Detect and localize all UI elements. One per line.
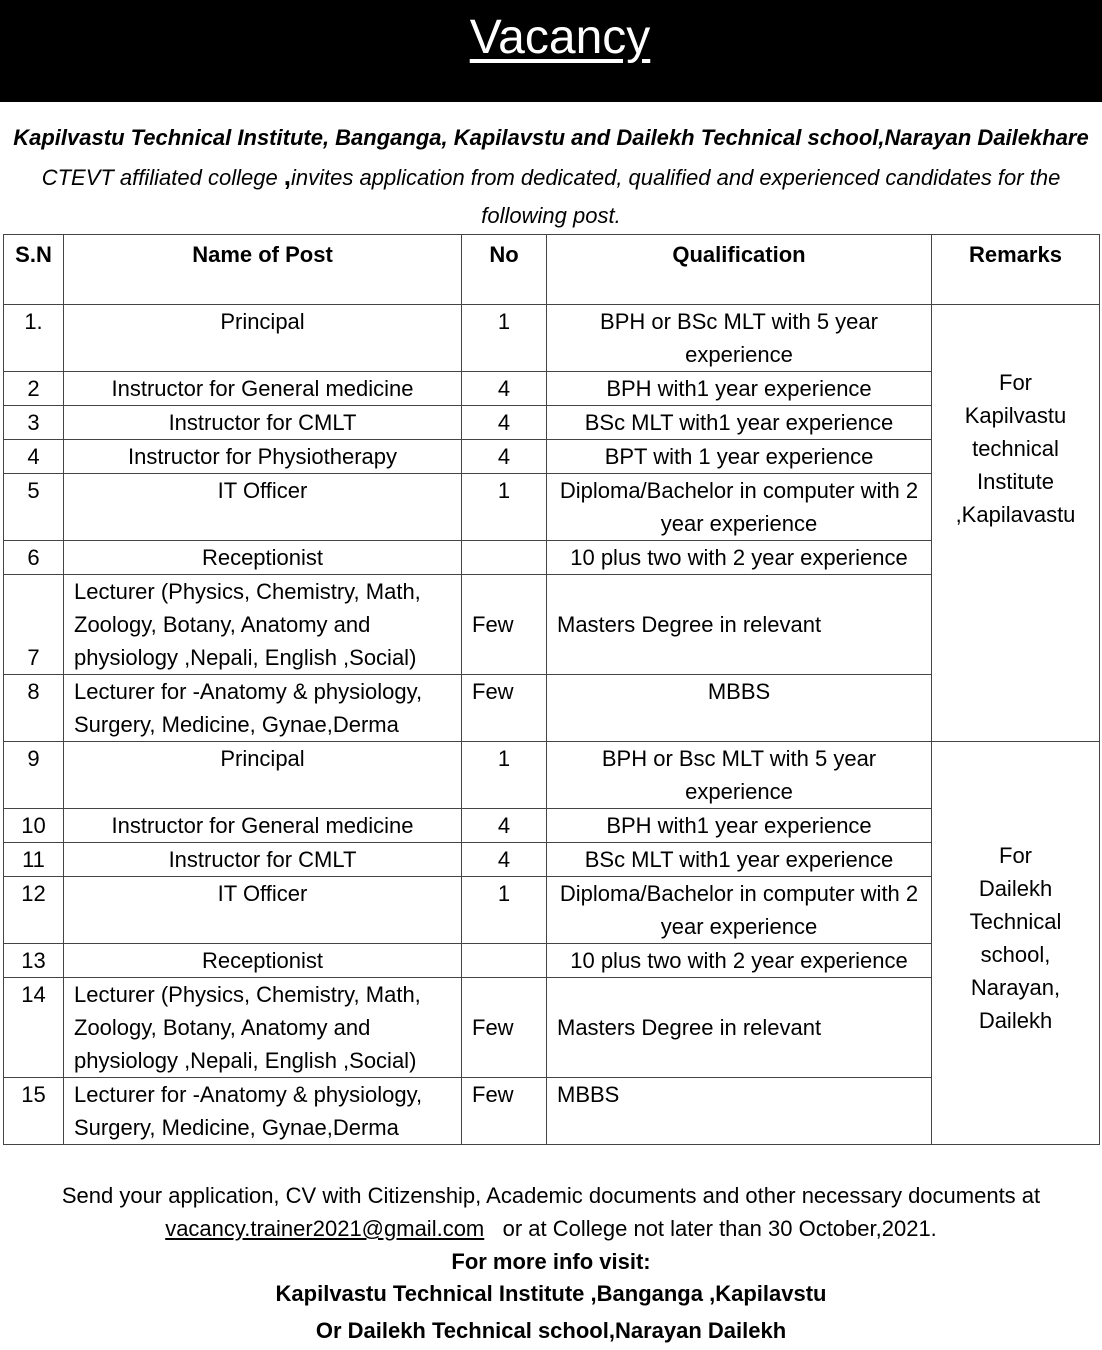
remarks-line: For xyxy=(999,843,1032,868)
vacancy-table xyxy=(3,234,1100,1145)
remarks-line: For xyxy=(999,369,1032,395)
footer-instructions xyxy=(0,1179,1102,1278)
intro-line-2a: CTEVT affiliated college xyxy=(41,165,284,190)
footer-deadline: or at College not later than 30 October,2021. xyxy=(502,1216,937,1241)
row-sn: 7 xyxy=(4,575,64,675)
header-sn: S.N xyxy=(4,235,64,305)
page-title: Vacancy xyxy=(469,11,651,64)
table-row xyxy=(4,305,1100,372)
table-row xyxy=(4,742,1100,809)
row-sn: 6 xyxy=(4,541,64,575)
row-sn: 9 xyxy=(4,742,64,809)
remarks-line: Narayan, xyxy=(970,975,1061,1000)
row-qualification: BSc MLT with1 year experience xyxy=(547,406,932,440)
email-link[interactable]: vacancy.trainer2021@gmail.com xyxy=(165,1216,485,1241)
row-sn: 13 xyxy=(4,944,64,978)
header-qualification: Qualification xyxy=(547,235,932,305)
row-post: Instructor for Physiotherapy xyxy=(64,440,462,474)
row-no xyxy=(462,541,547,575)
header-post: Name of Post xyxy=(64,235,462,305)
remarks-line: technical xyxy=(972,435,1059,461)
row-post: Receptionist xyxy=(64,541,462,575)
table-header-row xyxy=(4,235,1100,305)
row-sn: 12 xyxy=(4,877,64,944)
row-no: 4 xyxy=(462,440,547,474)
row-sn: 15 xyxy=(4,1078,64,1145)
intro-line-3: following post. xyxy=(481,203,621,228)
row-post: Lecturer (Physics, Chemistry, Math, Zoology, Botany, Anatomy and physiology ,Nepali, English ,Social) xyxy=(64,575,462,675)
row-no: Few xyxy=(462,675,547,742)
row-qualification: BPH with1 year experience xyxy=(547,809,932,843)
row-sn: 1. xyxy=(4,305,64,372)
row-no: 1 xyxy=(462,742,547,809)
row-no: Few xyxy=(462,575,547,675)
footer-line-1: Send your application, CV with Citizenship, Academic documents and other necessary documents at xyxy=(61,1183,1041,1208)
header-remarks: Remarks xyxy=(932,235,1100,305)
row-qualification: BSc MLT with1 year experience xyxy=(547,843,932,877)
row-no: Few xyxy=(462,978,547,1078)
footer-institute-1: Kapilvastu Technical Institute ,Banganga ,Kapilavstu xyxy=(275,1281,827,1306)
row-sn: 5 xyxy=(4,474,64,541)
row-sn: 14 xyxy=(4,978,64,1078)
remarks-line: Technical xyxy=(969,909,1062,934)
row-no: Few xyxy=(462,1078,547,1145)
row-qualification: BPH with1 year experience xyxy=(547,372,932,406)
row-post: IT Officer xyxy=(64,877,462,944)
remarks-kapilvastu xyxy=(932,305,1100,742)
row-qualification: 10 plus two with 2 year experience xyxy=(547,944,932,978)
row-post: Instructor for CMLT xyxy=(64,843,462,877)
row-qualification: MBBS xyxy=(547,1078,932,1145)
row-qualification: Masters Degree in relevant xyxy=(547,575,932,675)
row-post: Instructor for CMLT xyxy=(64,406,462,440)
row-post: Principal xyxy=(64,742,462,809)
row-qualification: Masters Degree in relevant xyxy=(547,978,932,1078)
row-post: Instructor for General medicine xyxy=(64,372,462,406)
footer-institute-2: Or Dailekh Technical school,Narayan Dailekh xyxy=(315,1318,787,1343)
row-qualification: 10 plus two with 2 year experience xyxy=(547,541,932,575)
row-post: IT Officer xyxy=(64,474,462,541)
more-info-label: For more info visit: xyxy=(451,1249,651,1274)
remarks-line: Kapilvastu xyxy=(964,402,1067,428)
intro-line-2 xyxy=(0,157,1102,197)
row-post: Principal xyxy=(64,305,462,372)
remarks-line: Dailekh xyxy=(978,876,1053,901)
row-post: Lecturer for -Anatomy & physiology, Surgery, Medicine, Gynae,Derma xyxy=(64,675,462,742)
row-post: Receptionist xyxy=(64,944,462,978)
row-no: 4 xyxy=(462,843,547,877)
row-sn: 3 xyxy=(4,406,64,440)
row-qualification: Diploma/Bachelor in computer with 2 year experience xyxy=(547,877,932,944)
intro-line-1: Kapilvastu Technical Institute, Banganga, Kapilavstu and Dailekh Technical school,Narayan Dailekhare xyxy=(13,125,1089,150)
header-banner xyxy=(0,0,1102,102)
row-sn: 10 xyxy=(4,809,64,843)
intro-line-2c: invites application from dedicated, qualified and experienced candidates for the xyxy=(291,165,1061,190)
row-qualification: MBBS xyxy=(547,675,932,742)
row-sn: 8 xyxy=(4,675,64,742)
remarks-line: school, xyxy=(980,942,1051,967)
remarks-line: ,Kapilavastu xyxy=(955,501,1076,527)
row-sn: 2 xyxy=(4,372,64,406)
row-no: 1 xyxy=(462,305,547,372)
row-post: Lecturer for -Anatomy & physiology, Surgery, Medicine, Gynae,Derma xyxy=(64,1078,462,1145)
row-no: 1 xyxy=(462,474,547,541)
row-no: 4 xyxy=(462,372,547,406)
footer-line-2 xyxy=(0,1212,1102,1245)
remarks-line: Dailekh xyxy=(978,1008,1053,1033)
row-qualification: Diploma/Bachelor in computer with 2 year experience xyxy=(547,474,932,541)
row-qualification: BPH or BSc MLT with 5 year experience xyxy=(547,305,932,372)
row-post: Lecturer (Physics, Chemistry, Math, Zoology, Botany, Anatomy and physiology ,Nepali, English ,Social) xyxy=(64,978,462,1078)
row-no: 4 xyxy=(462,406,547,440)
intro-paragraph xyxy=(0,119,1102,235)
row-no: 4 xyxy=(462,809,547,843)
row-no: 1 xyxy=(462,877,547,944)
row-post: Instructor for General medicine xyxy=(64,809,462,843)
remarks-dailekh xyxy=(932,742,1100,1145)
row-sn: 11 xyxy=(4,843,64,877)
row-no xyxy=(462,944,547,978)
remarks-line: Institute xyxy=(976,468,1055,494)
row-qualification: BPT with 1 year experience xyxy=(547,440,932,474)
row-qualification: BPH or Bsc MLT with 5 year experience xyxy=(547,742,932,809)
header-no: No xyxy=(462,235,547,305)
intro-line-2b: , xyxy=(283,161,292,191)
row-sn: 4 xyxy=(4,440,64,474)
